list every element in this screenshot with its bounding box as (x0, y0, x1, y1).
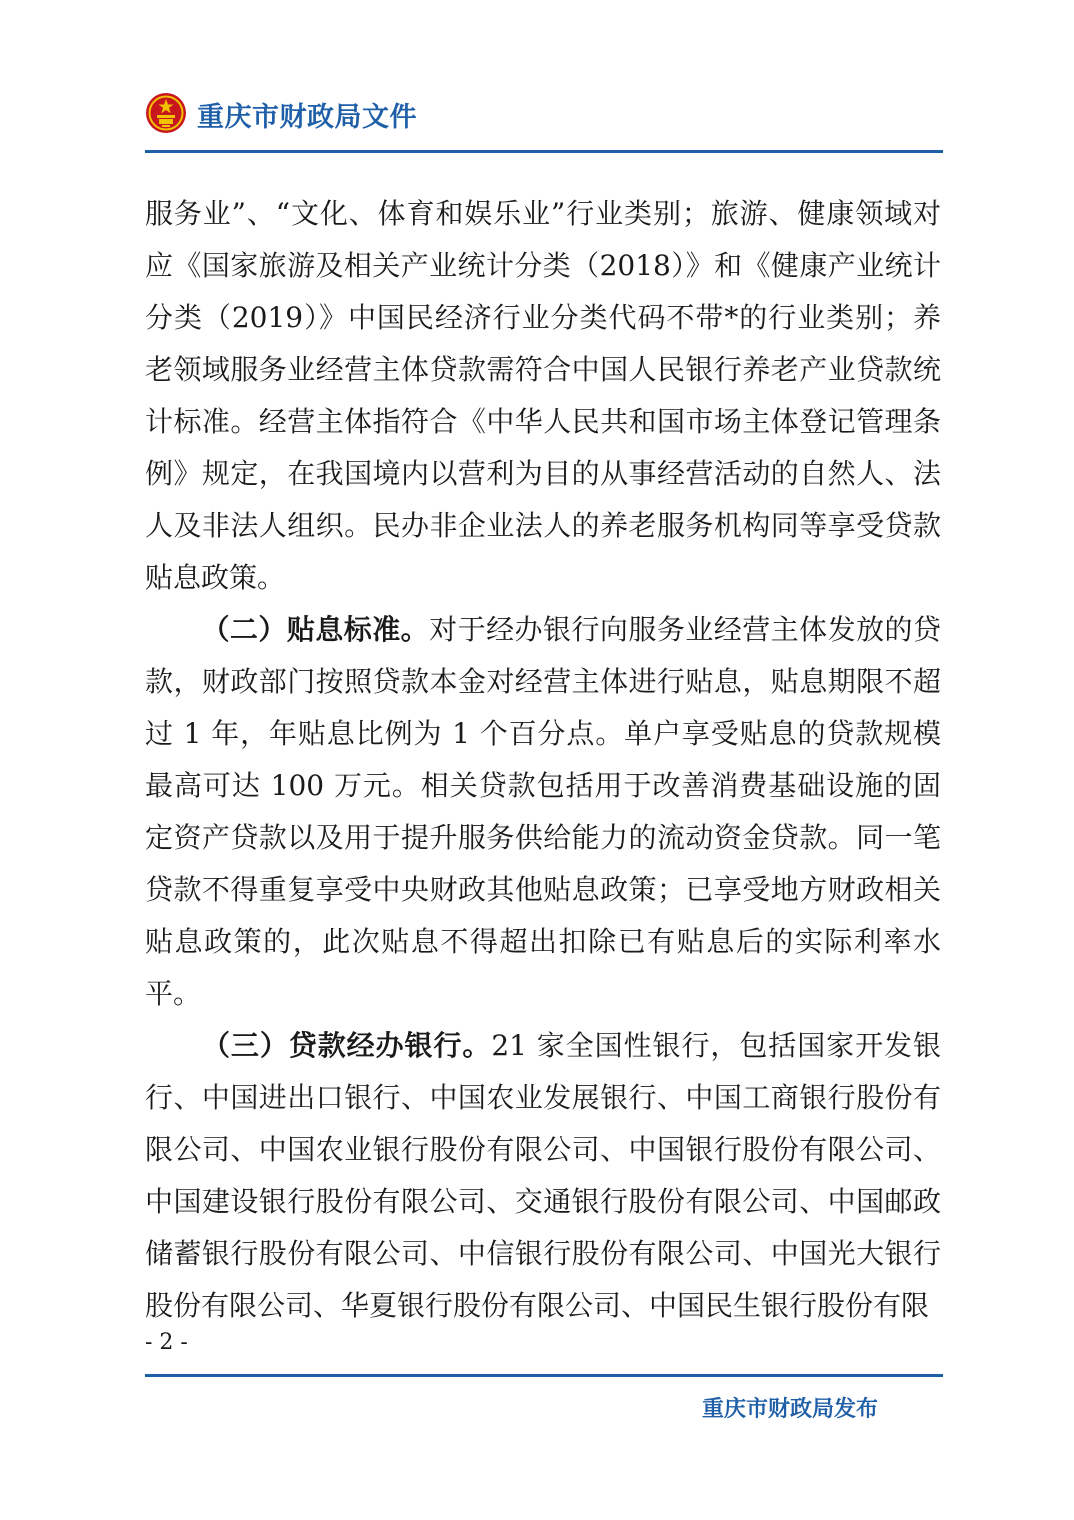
paragraph-1-text: 服务业”、“文化、体育和娱乐业”行业类别；旅游、健康领域对应《国家旅游及相关产业统计分类（2018）》和《健康产业统计分类（2019）》中国民经济行业分类代码不带*的行业类别；养老领域服务业经营主体贷款需符合中国人民银行养老产业贷款统计标准。经营主体指符合《中华人民共和国市场主体登记管理条例》规定，在我国境内以营利为目的从事经营活动的自然人、法人及非法人组织。民办非企业法人的养老服务机构同等享受贷款贴息政策。 (145, 197, 941, 594)
footer-divider (145, 1374, 943, 1377)
paragraph-1 (145, 188, 941, 604)
paragraph-2-text: 对于经办银行向服务业经营主体发放的贷款，财政部门按照贷款本金对经营主体进行贴息，贴息期限不超过 1 年，年贴息比例为 1 个百分点。单户享受贴息的贷款规模最高可达 100 万元。相关贷款包括用于改善消费基础设施的固定资产贷款以及用于提升服务供给能力的流动资金贷款。同一笔贷款不得重复享受中央财政其他贴息政策；已享受地方财政相关贴息政策的，此次贴息不得超出扣除已有贴息后的实际利率水平。 (145, 613, 941, 1010)
document-body (145, 188, 941, 1332)
national-emblem-icon (145, 92, 187, 134)
paragraph-3-text: 21 家全国性银行，包括国家开发银行、中国进出口银行、中国农业发展银行、中国工商银行股份有限公司、中国农业银行股份有限公司、中国银行股份有限公司、中国建设银行股份有限公司、交通银行股份有限公司、中国邮政储蓄银行股份有限公司、中信银行股份有限公司、中国光大银行股份有限公司、华夏银行股份有限公司、中国民生银行股份有限 (145, 1029, 941, 1322)
header-title: 重庆市财政局文件 (197, 102, 417, 133)
paragraph-2 (145, 604, 941, 1020)
paragraph-2-heading: （二）贴息标准。 (201, 613, 430, 646)
header-divider (145, 150, 943, 153)
page-number: - 2 - (145, 1330, 188, 1355)
document-header (145, 92, 943, 152)
footer-publisher: 重庆市财政局发布 (701, 1397, 878, 1422)
paragraph-3 (145, 1020, 941, 1332)
paragraph-3-heading: （三）贷款经办银行。 (201, 1029, 492, 1062)
